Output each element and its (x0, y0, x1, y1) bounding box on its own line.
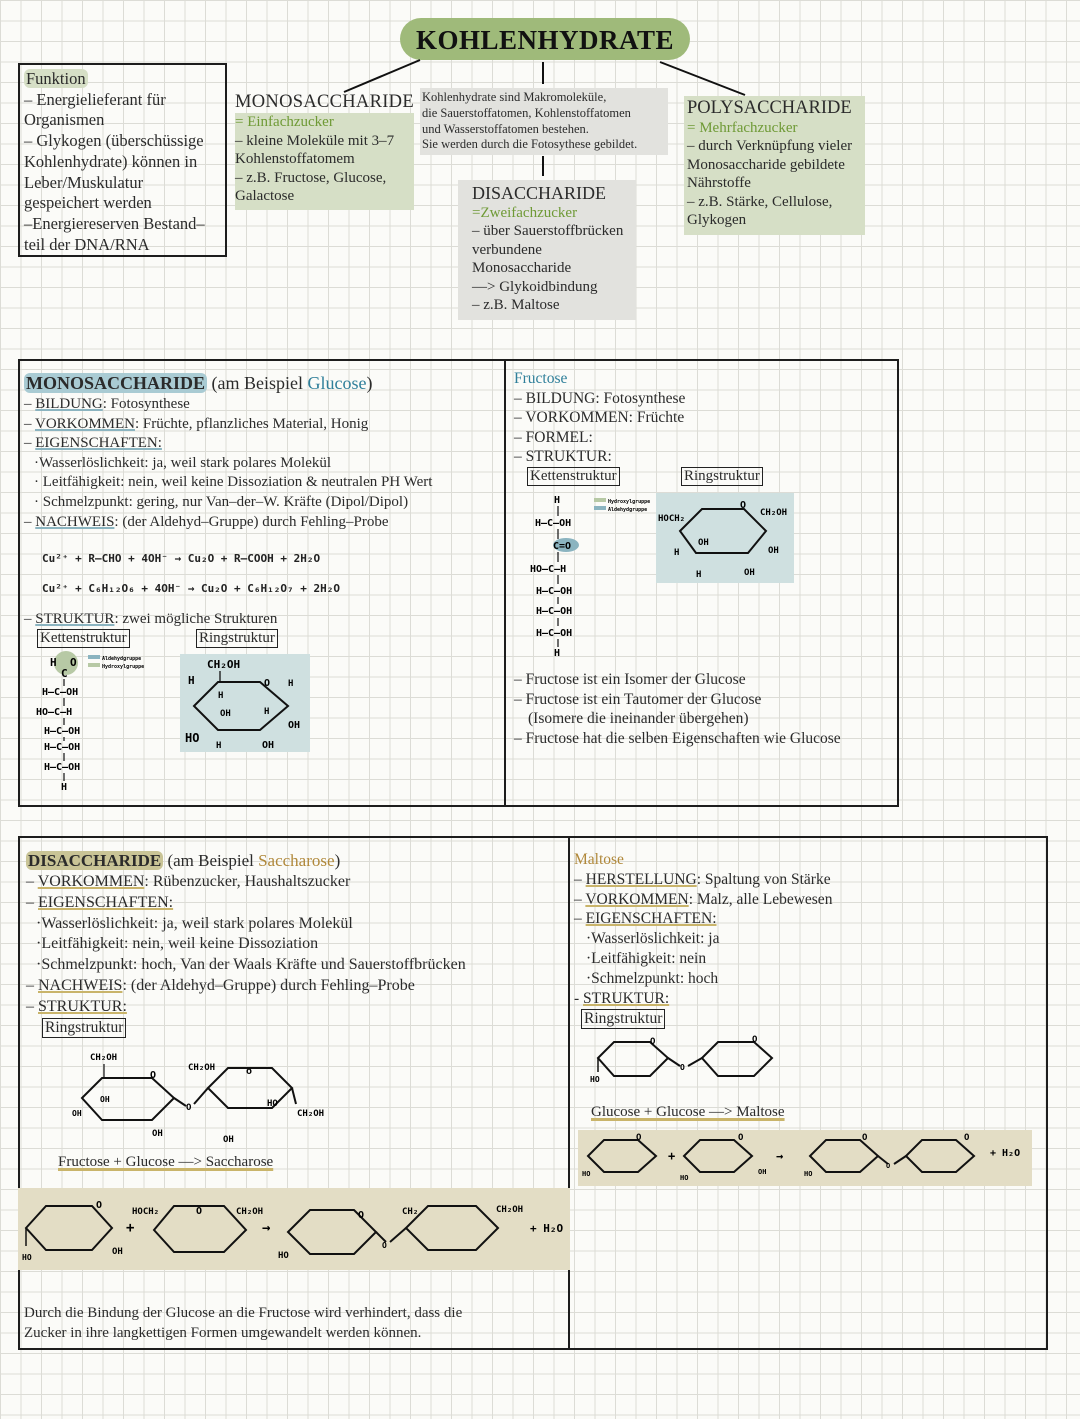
svg-text:O: O (650, 1037, 656, 1047)
svg-text:OH: OH (72, 1109, 82, 1118)
chain-row: H–C–OH (44, 742, 81, 753)
legend-swatch (594, 498, 606, 502)
svg-text:O: O (886, 1162, 891, 1170)
funktion-line: teil der DNA/RNA (24, 234, 150, 254)
svg-text:O: O (636, 1133, 642, 1143)
svg-text:OH: OH (262, 740, 275, 751)
intro-line: Sie werden durch die Fotosythese gebildet. (422, 137, 638, 152)
legend-text: Aldehydgruppe (102, 656, 142, 662)
title-text: KOHLENHYDRATE (415, 25, 675, 55)
maltose-equation (578, 1130, 1032, 1186)
svg-text:O: O (738, 1133, 744, 1143)
svg-text:O: O (150, 1070, 157, 1081)
svg-text:HOCH₂: HOCH₂ (658, 514, 686, 524)
svg-text:o: o (246, 1066, 253, 1077)
saccharose-equation (18, 1188, 570, 1270)
maltose-struk-key: STRUKTUR: (583, 989, 670, 1007)
saccharose-nach-key: NACHWEIS (38, 976, 123, 994)
svg-text:H: H (218, 691, 224, 701)
poly-top-line: Monosaccharide gebildete (687, 156, 845, 173)
glucose-struk-value: : zwei mögliche Strukturen (114, 611, 278, 627)
fructose-text (514, 369, 685, 467)
svg-text:H–C–OH: H–C–OH (536, 628, 573, 639)
fructose-fact: – Fructose ist ein Tautomer der Glucose (514, 690, 762, 708)
glucose-equation-1: Cu²⁺ + R–CHO + 4OH⁻ → Cu₂O + R–COOH + 2H₂O (42, 552, 321, 565)
legend-swatch (594, 506, 606, 510)
funktion-line: Leber/Muskulatur (24, 172, 144, 192)
glucose-text: MONOSACCHARIDE (am Beispiel Glucose) – BILDUNG: Fotosynthese – VORKOMMEN: Früchte, pflanzliches Material, Honig – EIGENSCHAFTEN: ·Wasserlöslichkeit: ja, weil stark polares Molekül · Leitfähigkeit: nein, weil keine Dissoziation & neutralen PH Wert · Schmelzpunkt: gering, nur Van–der–W. Kräfte (Dipol/Dipol) – NACHWEIS: (der Aldehyd–Gruppe) durch Fehling–Probe (24, 373, 433, 530)
svg-text:HO: HO (680, 1174, 689, 1182)
fructose-fact: – Fructose hat die selben Eigenschaften wie Glucose (514, 729, 841, 747)
svg-text:+: + (668, 1149, 676, 1163)
glucose-heading-rest: (am Beispiel (207, 373, 308, 393)
mono-top-line: – kleine Moleküle mit 3–7 (235, 132, 395, 149)
fructose-ring-structure (656, 493, 796, 585)
chain-row: HO–C–H (36, 707, 73, 718)
maltose-text: Maltose – HERSTELLUNG: Spaltung von Stärke – VORKOMMEN: Malz, alle Lebewesen – EIGENSCHAFTEN: ·Wasserlöslichkeit: ja ·Leitfähigkeit: nein ·Schmelzpunkt: hoch - STRUKTUR: (574, 851, 833, 1007)
poly-top-line: – durch Verknüpfung vieler (687, 138, 853, 155)
saccharose-note (24, 1304, 462, 1343)
svg-text:OH: OH (112, 1247, 123, 1257)
glucose-eig-line: · Schmelzpunkt: gering, nur Van–der–W. Kräfte (Dipol/Dipol) (34, 493, 409, 510)
mono-top-line: Kohlenstoffatomem (235, 151, 355, 168)
glucose-vork-key: VORKOMMEN (34, 415, 135, 432)
saccharose-vork-key: VORKOMMEN (37, 873, 145, 890)
chain-row: H–C–OH (44, 726, 81, 737)
saccharose-heading-rest: (am Beispiel (163, 851, 259, 870)
intro-line: die Sauerstoffatomen, Kohlenstoffatomen (422, 105, 631, 120)
svg-text:OH: OH (100, 1095, 110, 1104)
chain-row: H–C–OH (44, 762, 81, 773)
maltose-eig-line: ·Wasserlöslichkeit: ja (586, 930, 720, 948)
saccharose-ring-structure (60, 1046, 350, 1146)
svg-text:HO: HO (185, 731, 200, 745)
poly-top-line: Nährstoffe (687, 175, 751, 192)
funktion-line: –Energiereserven Bestand– (24, 213, 205, 233)
maltose-vork-value: : Malz, alle Lebewesen (688, 890, 833, 908)
fructose-heading: Fructose (514, 370, 568, 387)
funktion-line: Organismen (24, 110, 105, 130)
fructose-line: – STRUKTUR: (514, 448, 612, 466)
di-top-line: – über Sauerstoffbrücken (472, 223, 624, 240)
svg-text:CH₂OH: CH₂OH (760, 508, 788, 518)
fructose-fact: (Isomere die ineinander übergehen) (528, 710, 749, 728)
di-top-block (458, 180, 636, 320)
intro-line: und Wasserstoffatomen bestehen. (422, 121, 589, 136)
svg-text:HOCH₂: HOCH₂ (132, 1207, 160, 1217)
poly-top-line: – z.B. Stärke, Cellulose, (687, 193, 833, 210)
glucose-chain-structure (30, 650, 160, 800)
fructose-facts (514, 670, 841, 748)
svg-text:HO–C–H: HO–C–H (530, 564, 567, 575)
di-top-line: Monosaccharide (472, 260, 572, 277)
svg-text:H: H (216, 741, 222, 751)
svg-text:HO: HO (590, 1075, 600, 1084)
saccharose-note-line: Durch die Bindung der Glucose an die Fructose wird verhindert, dass die (24, 1305, 463, 1321)
saccharose-ring-label: Ringstruktur (42, 1018, 126, 1038)
svg-text:OH: OH (220, 709, 231, 719)
intro-text (420, 88, 668, 155)
glucose-struktur: – STRUKTUR: zwei mögliche Strukturen (24, 611, 278, 627)
svg-text:H–C–OH: H–C–OH (536, 586, 573, 597)
maltose-her-key: HERSTELLUNG (585, 870, 697, 888)
svg-text:CH₂OH: CH₂OH (188, 1063, 216, 1073)
saccharose-text: DISACCHARIDE (am Beispiel Saccharose) – VORKOMMEN: Rübenzucker, Haushaltszucker – EIGENSCHAFTEN: ·Wasserlöslichkeit: ja, weil stark polares Molekül ·Leitfähigkeit: nein, weil keine Dissoziation ·Schmelzpunkt: hoch, Van der Waals Kräfte und Sauerstoffbrücken – NACHWEIS: (der Aldehyd–Gruppe) durch Fehling–Probe – STRUKTUR: (26, 851, 466, 1015)
glucose-bildung-key: BILDUNG (35, 396, 103, 412)
chain-row: H–C–OH (42, 687, 79, 698)
glucose-heading-close: ) (366, 373, 373, 393)
svg-text:H: H (188, 674, 195, 687)
glucose-struk-key: STRUKTUR (35, 611, 115, 627)
svg-text:H: H (696, 570, 702, 580)
svg-text:H: H (674, 548, 680, 558)
fructose-line: – BILDUNG: Fotosynthese (514, 389, 686, 407)
funktion-line: – Energielieferant für (24, 89, 166, 109)
maltose-ring-label: Ringstruktur (581, 1009, 665, 1029)
svg-text:H: H (554, 648, 561, 659)
saccharose-eig-line: ·Wasserlöslichkeit: ja, weil stark polares Molekül (36, 914, 353, 932)
svg-text:H: H (264, 707, 270, 717)
legend-text: Hydroxylgruppe (102, 664, 145, 670)
chain-atom: C (61, 667, 68, 680)
svg-text:CH₂OH: CH₂OH (297, 1109, 325, 1119)
glucose-equation-2: Cu²⁺ + C₆H₁₂O₆ + 4OH⁻ → Cu₂O + C₆H₁₂O₇ + 2H₂O (42, 582, 341, 595)
svg-text:HO: HO (22, 1253, 32, 1262)
funktion-line: gespeichert werden (24, 193, 152, 213)
funktion-line: Kohlenhydrate) können in (24, 151, 198, 171)
svg-text:H–C–OH: H–C–OH (536, 606, 573, 617)
svg-text:+ H₂O: + H₂O (990, 1148, 1021, 1159)
svg-text:→: → (776, 1149, 784, 1163)
svg-text:O: O (752, 1035, 758, 1045)
svg-text:OH: OH (744, 568, 755, 578)
glucose-eig-line: ·Wasserlöslichkeit: ja, weil stark polares Molekül (34, 454, 332, 471)
svg-text:CH₂: CH₂ (402, 1207, 419, 1217)
svg-text:H: H (288, 679, 294, 689)
saccharose-example: Saccharose (258, 851, 335, 870)
svg-text:O: O (264, 678, 271, 689)
glucose-ring-structure (180, 654, 312, 754)
fructose-line: – FORMEL: (514, 428, 593, 446)
saccharose-vork-value: : Rübenzucker, Haushaltszucker (144, 873, 351, 890)
maltose-eig-key: EIGENSCHAFTEN: (585, 910, 717, 928)
funktion-heading: Funktion (26, 69, 86, 88)
maltose-eig-line: ·Schmelzpunkt: hoch (586, 969, 719, 987)
di-top-line: —> Glykoidbindung (472, 278, 598, 295)
svg-text:OH: OH (152, 1129, 163, 1139)
svg-text:O: O (680, 1063, 685, 1072)
chain-atom: H (50, 656, 57, 669)
svg-text:OH: OH (223, 1135, 234, 1145)
svg-text:HO: HO (804, 1170, 813, 1178)
svg-text:O: O (186, 1103, 192, 1113)
saccharose-note-line: Zucker in ihre langkettigen Formen umgewandelt werden können. (24, 1324, 422, 1341)
svg-text:OH: OH (768, 546, 779, 556)
saccharose-struk-key: STRUKTUR: (38, 997, 127, 1015)
svg-text:O: O (382, 1241, 387, 1250)
saccharose-heading: DISACCHARIDE (28, 851, 162, 870)
glucose-nach-key: NACHWEIS (35, 513, 115, 530)
svg-text:→: → (262, 1220, 271, 1236)
ring-highlight (180, 654, 310, 752)
maltose-ring-structure (588, 1030, 788, 1090)
di-top-heading: DISACCHARIDE (472, 183, 607, 203)
saccharose-eig-key: EIGENSCHAFTEN: (38, 893, 174, 911)
fructose-fact: – Fructose ist ein Isomer der Glucose (514, 671, 746, 688)
chain-atom: H (61, 782, 68, 793)
maltose-eig-line: ·Leitfähigkeit: nein (586, 949, 707, 967)
glucose-nach-value: : (der Aldehyd–Gruppe) durch Fehling–Probe (114, 513, 389, 530)
saccharose-heading-close: ) (334, 851, 341, 870)
legend-swatch (88, 663, 100, 667)
di-top-sub: =Zweifachzucker (472, 205, 578, 221)
saccharose-reaction: Fructose + Glucose —> Saccharose (58, 1154, 274, 1170)
svg-text:OH: OH (288, 720, 301, 731)
svg-text:C=O: C=O (553, 541, 572, 552)
legend-text: Hydroxylgruppe (608, 499, 651, 505)
funktion-line: – Glykogen (überschüssige (24, 131, 204, 151)
glucose-ring-label: Ringstruktur (196, 629, 278, 648)
maltose-heading: Maltose (574, 851, 624, 868)
poly-top-heading: POLYSACCHARIDE (687, 98, 852, 118)
svg-text:O: O (96, 1200, 103, 1211)
svg-text:O: O (196, 1206, 203, 1217)
glucose-heading: MONOSACCHARIDE (26, 373, 206, 393)
maltose-reaction: Glucose + Glucose —> Maltose (591, 1104, 785, 1120)
glucose-kette-label: Kettenstruktur (37, 629, 130, 648)
glucose-eig-key: EIGENSCHAFTEN: (35, 435, 162, 452)
svg-text:OH: OH (698, 538, 709, 548)
svg-text:CH₂OH: CH₂OH (90, 1053, 118, 1063)
intro-line: Kohlenhydrate sind Makromoleküle, (422, 90, 607, 104)
svg-text:HO: HO (267, 1099, 278, 1109)
svg-text:CH₂OH: CH₂OH (496, 1205, 524, 1215)
poly-top-block (684, 96, 865, 235)
svg-text:HO: HO (582, 1170, 591, 1178)
mono-top-line: – z.B. Fructose, Glucose, (235, 169, 387, 186)
saccharose-nach-value: : (der Aldehyd–Gruppe) durch Fehling–Probe (122, 976, 415, 994)
ring-highlight (656, 493, 794, 583)
svg-text:HO: HO (278, 1251, 289, 1261)
fructose-line: – VORKOMMEN: Früchte (514, 409, 685, 427)
di-top-line: verbundene (472, 241, 542, 258)
poly-top-line: Glykogen (687, 212, 747, 229)
poly-top-sub: = Mehrfachzucker (687, 120, 798, 136)
glucose-vork-value: : Früchte, pflanzliches Material, Honig (135, 415, 369, 432)
glucose-example: Glucose (307, 373, 367, 393)
di-top-line: – z.B. Maltose (472, 297, 560, 314)
mono-top-sub: = Einfachzucker (235, 114, 334, 130)
mono-top-block (235, 91, 414, 210)
maltose-vork-key: VORKOMMEN (585, 890, 689, 908)
svg-text:O: O (862, 1133, 868, 1143)
legend-text: Aldehydgruppe (608, 507, 648, 513)
maltose-her-value: : Spaltung von Stärke (696, 870, 831, 888)
chain-atom: O (70, 656, 77, 669)
legend-swatch (88, 655, 100, 659)
svg-text:OH: OH (758, 1168, 767, 1176)
svg-text:O: O (358, 1210, 365, 1221)
saccharose-eig-line: ·Leitfähigkeit: nein, weil keine Dissoziation (36, 935, 319, 953)
svg-text:H–C–OH: H–C–OH (535, 518, 572, 529)
glucose-eig-line: · Leitfähigkeit: nein, weil keine Dissoziation & neutralen PH Wert (34, 474, 433, 491)
svg-text:CH₂OH: CH₂OH (207, 658, 241, 671)
mono-top-line: Galactose (235, 188, 295, 205)
fructose-chain-structure (530, 490, 670, 660)
mono-top-heading: MONOSACCHARIDE (235, 92, 414, 112)
funktion-box (18, 63, 227, 257)
svg-text:CH₂OH: CH₂OH (236, 1207, 264, 1217)
saccharose-eig-line: ·Schmelzpunkt: hoch, Van der Waals Kräfte und Sauerstoffbrücken (36, 956, 466, 974)
svg-text:O: O (964, 1133, 970, 1143)
fructose-ring-label: Ringstruktur (681, 467, 763, 486)
fructose-kette-label: Kettenstruktur (527, 467, 620, 486)
svg-text:H: H (554, 495, 561, 506)
svg-text:+: + (126, 1220, 135, 1236)
svg-text:+ H₂O: + H₂O (530, 1222, 564, 1235)
svg-text:O: O (740, 500, 747, 511)
glucose-bildung-value: : Fotosynthese (102, 396, 190, 412)
